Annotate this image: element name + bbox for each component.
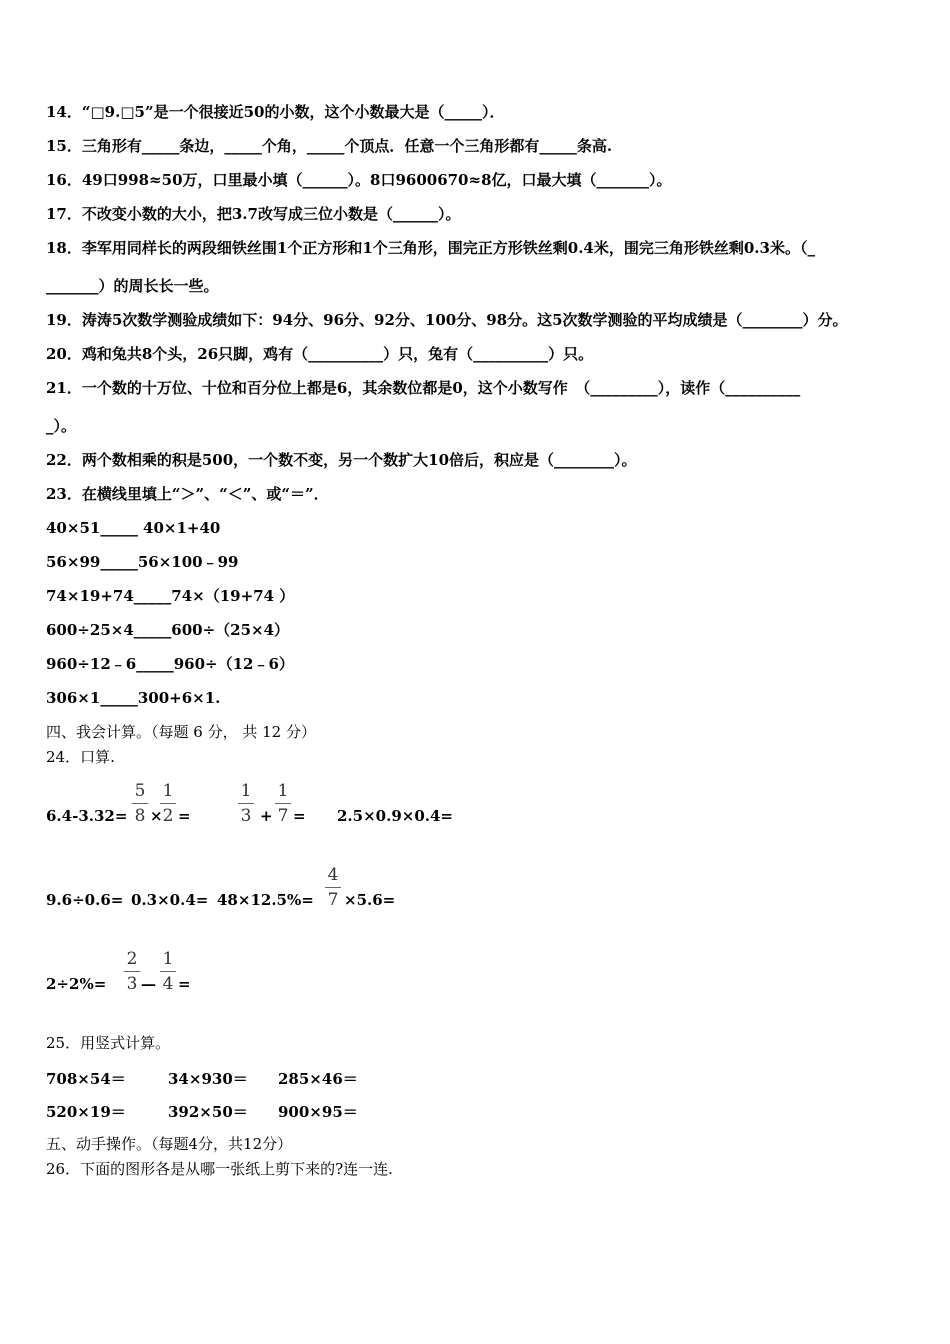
question-23: 23．在横线里填上“＞”、“＜”、或“＝”．: [46, 485, 329, 503]
vertical-calc: 520×19＝: [46, 1103, 126, 1121]
question-18-line1: 18．李军用同样长的两段细铁丝围1个正方形和1个三角形，围完正方形铁丝剩0.4米，围完三角形铁丝剩0.3米。（_: [46, 239, 815, 257]
calc-9-6-div-0-6: 9.6÷0.6=: [46, 891, 124, 909]
question-15: 15．三角形有_____条边，_____个角，_____个顶点．任意一个三角形都有_____条高.: [46, 137, 613, 155]
compare-item: 56×99_____56×100﹣99: [46, 553, 239, 571]
question-21-line2: _）。: [46, 417, 77, 435]
compare-item: 600÷25×4_____600÷（25×4）: [46, 621, 290, 639]
equals-sign: =: [178, 807, 191, 825]
calc-48x12-5pct: 48×12.5%=: [217, 891, 314, 909]
question-25: 25．用竖式计算。: [46, 1034, 171, 1052]
compare-item: 960÷12﹣6_____960÷（12﹣6）: [46, 655, 294, 673]
vertical-calc: 708×54＝: [46, 1070, 126, 1088]
fraction-1-2: 1 2: [160, 781, 176, 826]
calc-6-4-minus-3-32: 6.4-3.32=: [46, 807, 128, 825]
question-16: 16．49口998≈50万，口里最小填（______）。8口9600670≈8亿，口最大填（_______）。: [46, 171, 672, 189]
fraction-4-7: 4 7: [325, 865, 341, 910]
minus-sign: —: [141, 975, 156, 993]
equals-sign: =: [178, 975, 191, 993]
vertical-calc: 285×46＝: [278, 1070, 358, 1088]
fraction-1-7: 1 7: [275, 781, 291, 826]
calc-2-div-2pct: 2÷2%=: [46, 975, 107, 993]
times-sign: ×: [150, 807, 163, 825]
plus-sign: +: [260, 807, 273, 825]
section-5-title: 五、动手操作。（每题4分，共12分）: [46, 1135, 293, 1153]
section-4-title: 四、我会计算。（每题 6 分， 共 12 分）: [46, 723, 316, 741]
question-20: 20．鸡和兔共8个头，26只脚，鸡有（__________）只，兔有（__________）只。: [46, 345, 594, 363]
question-19: 19．涛涛5次数学测验成绩如下：94分、96分、92分、100分、98分。这5次数学测验的平均成绩是（________）分。: [46, 311, 848, 329]
vertical-calc: 34×930＝: [168, 1070, 248, 1088]
fraction-2-3: 2 3: [124, 949, 140, 994]
calc-times-5-6: ×5.6=: [344, 891, 396, 909]
calc-0-3x0-4: 0.3×0.4=: [131, 891, 209, 909]
question-18-line2: _______）的周长长一些。: [46, 277, 219, 295]
question-22: 22．两个数相乘的积是500，一个数不变，另一个数扩大10倍后，积应是（________）。: [46, 451, 637, 469]
compare-item: 40×51_____ 40×1+40: [46, 519, 221, 537]
fraction-5-8: 5 8: [132, 781, 148, 826]
question-26: 26．下面的图形各是从哪一张纸上剪下来的?连一连.: [46, 1160, 393, 1178]
fraction-1-3: 1 3: [238, 781, 254, 826]
vertical-calc: 900×95＝: [278, 1103, 358, 1121]
compare-item: 74×19+74_____74×（19+74 ）: [46, 587, 295, 605]
question-21-line1: 21．一个数的十万位、十位和百分位上都是6，其余数位都是0，这个小数写作 （_________），读作（__________: [46, 379, 801, 397]
equals-sign: =: [293, 807, 306, 825]
calc-2-5x0-9x0-4: 2.5×0.9×0.4=: [337, 807, 453, 825]
question-24: 24．口算.: [46, 748, 115, 766]
question-14: 14．“□9.□5”是一个很接近50的小数，这个小数最大是（_____）．: [46, 103, 505, 121]
fraction-1-4: 1 4: [160, 949, 176, 994]
vertical-calc: 392×50＝: [168, 1103, 248, 1121]
question-17: 17．不改变小数的大小，把3.7改写成三位小数是（______）。: [46, 205, 461, 223]
compare-item: 306×1_____300+6×1.: [46, 689, 221, 707]
